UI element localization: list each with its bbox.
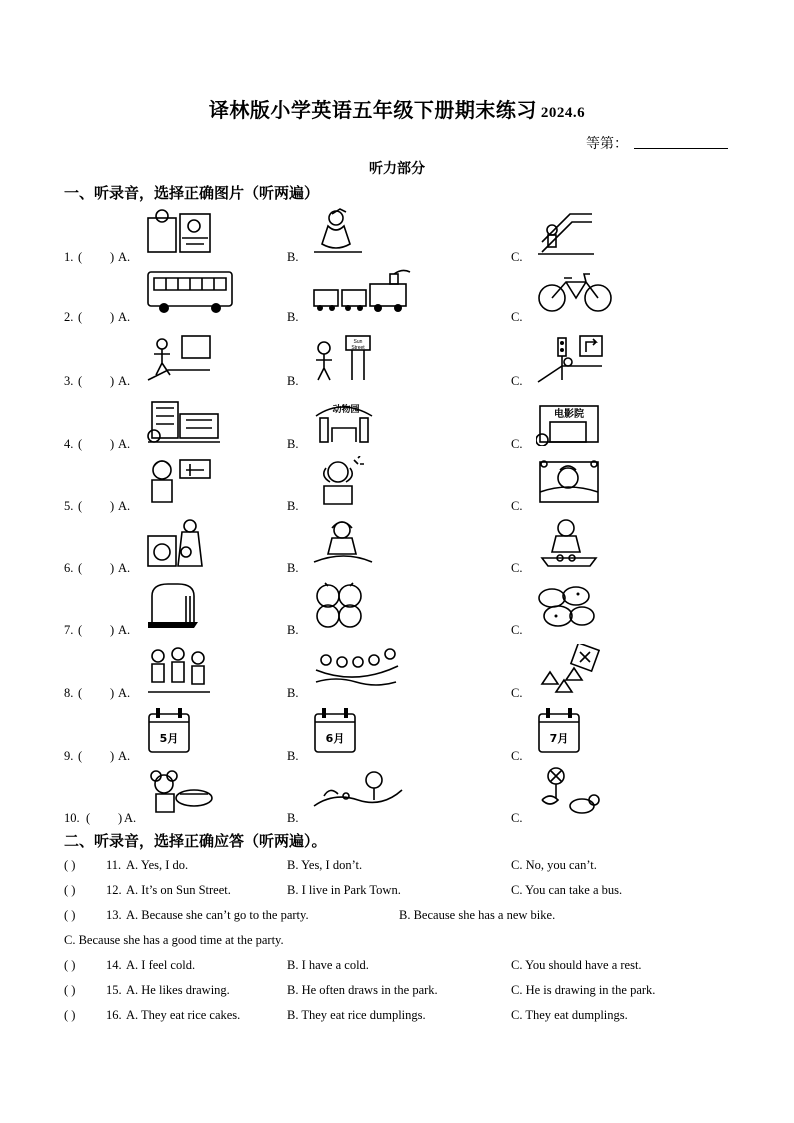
answer-paren-open[interactable]: ( (78, 561, 83, 575)
option-a-label: A. (118, 437, 131, 451)
question-number: 6. (64, 561, 74, 575)
option-c-label: C. (511, 310, 523, 324)
headache-boy-icon[interactable] (312, 456, 368, 506)
option-b-label: B. (287, 499, 299, 513)
answer-paren-open[interactable]: ( (78, 623, 83, 637)
option-b-label: B. (287, 623, 299, 637)
answer-paren-close[interactable]: ) (110, 499, 115, 513)
zoo-text: 动物园 (332, 405, 360, 415)
cinema-text: 电影院 (554, 409, 584, 420)
section1-title: 一、听录音，选择正确图片（听两遍） (64, 186, 320, 202)
cinema-building-icon[interactable] (536, 396, 602, 446)
question-number: 14. (106, 958, 122, 972)
answer-paren-close[interactable]: ) (110, 686, 115, 700)
part-title: 听力部分 (369, 162, 425, 177)
grade-input-line[interactable] (634, 148, 728, 149)
answer-paren-close[interactable]: ) (110, 623, 115, 637)
option-c[interactable]: C. Because she has a good time at the party. (64, 933, 284, 947)
option-a-label: A. (118, 623, 131, 637)
dragon-boat-icon[interactable] (312, 644, 402, 688)
question-number: 3. (64, 374, 74, 388)
sick-in-bed-icon[interactable] (536, 456, 602, 506)
answer-paren-close[interactable]: ) (110, 310, 115, 324)
calendar-july-icon[interactable] (536, 706, 582, 754)
question-number: 10. (64, 811, 80, 825)
option-a[interactable]: A. I feel cold. (126, 958, 196, 972)
answer-blank[interactable]: ( ) (64, 908, 76, 922)
option-b[interactable]: B. He often draws in the park. (287, 983, 438, 997)
train-icon[interactable] (312, 268, 412, 314)
question-number: 12. (106, 883, 122, 897)
answer-paren-open[interactable]: ( (78, 686, 83, 700)
answer-blank[interactable]: ( ) (64, 1008, 76, 1022)
option-c[interactable]: C. You should have a rest. (511, 958, 642, 972)
option-b-label: B. (287, 749, 299, 763)
option-a-label: A. (118, 374, 131, 388)
option-c-label: C. (511, 250, 523, 264)
answer-paren-open[interactable]: ( (78, 310, 83, 324)
park-scene-icon[interactable] (312, 766, 404, 812)
answer-paren-close[interactable]: ) (110, 749, 115, 763)
question-number: 1. (64, 250, 74, 264)
person-cooking-icon[interactable] (312, 208, 364, 256)
answer-paren-close[interactable]: ) (110, 374, 115, 388)
option-a-label: A. (118, 250, 131, 264)
answer-paren-open[interactable]: ( (86, 811, 91, 825)
option-c[interactable]: C. No, you can’t. (511, 858, 597, 872)
rice-dumplings-icon[interactable] (536, 644, 600, 696)
option-c-label: C. (511, 437, 523, 451)
option-c-label: C. (511, 749, 523, 763)
option-a[interactable]: A. Yes, I do. (126, 858, 189, 872)
option-c-label: C. (511, 561, 523, 575)
option-c[interactable]: C. You can take a bus. (511, 883, 623, 897)
sign-text-1: Sun (353, 339, 363, 345)
bus-icon[interactable] (146, 268, 234, 314)
option-a-label: A. (124, 811, 137, 825)
festival-crowd-icon[interactable] (146, 644, 212, 696)
question-number: 11. (106, 858, 122, 872)
question-number: 15. (106, 983, 122, 997)
answer-blank[interactable]: ( ) (64, 983, 76, 997)
walking-street-icon[interactable] (146, 334, 212, 382)
option-b-label: B. (287, 250, 299, 264)
question-number: 9. (64, 749, 74, 763)
people-cooking-icon[interactable] (146, 208, 212, 256)
girl-cooking-icon[interactable] (536, 518, 602, 568)
option-a[interactable]: A. Because she can’t go to the party. (126, 908, 309, 922)
option-a[interactable]: A. He likes drawing. (126, 983, 230, 997)
question-number: 16. (106, 1008, 122, 1022)
option-c-label: C. (511, 811, 523, 825)
page-title (0, 94, 794, 123)
zoo-gate-icon[interactable] (312, 396, 376, 446)
option-b-label: B. (287, 686, 299, 700)
bread-icon[interactable] (146, 582, 202, 630)
sick-boy-icon[interactable] (146, 456, 212, 506)
option-a-label: A. (118, 310, 131, 324)
answer-paren-close[interactable]: ) (110, 250, 115, 264)
answer-blank[interactable]: ( ) (64, 883, 76, 897)
answer-paren-open[interactable]: ( (78, 250, 83, 264)
option-c-label: C. (511, 623, 523, 637)
section2-title: 二、听录音，选择正确应答（听两遍）。 (64, 834, 327, 850)
calendar-june-label: 6月 (325, 732, 345, 745)
mall-escalator-icon[interactable] (536, 208, 596, 256)
street-sign-icon[interactable] (312, 334, 372, 382)
question-number: 4. (64, 437, 74, 451)
answer-paren-open[interactable]: ( (78, 374, 83, 388)
school-building-icon[interactable] (146, 396, 222, 444)
answer-paren-open[interactable]: ( (78, 749, 83, 763)
option-a-label: A. (118, 561, 131, 575)
answer-blank[interactable]: ( ) (64, 858, 76, 872)
option-b-label: B. (287, 310, 299, 324)
option-c-label: C. (511, 499, 523, 513)
answer-paren-close[interactable]: ) (118, 811, 123, 825)
answer-paren-close[interactable]: ) (110, 437, 115, 451)
option-b[interactable]: B. I live in Park Town. (287, 883, 401, 897)
answer-paren-close[interactable]: ) (110, 561, 115, 575)
question-number: 13. (106, 908, 122, 922)
question-number: 2. (64, 310, 74, 324)
potatoes-icon[interactable] (536, 582, 596, 630)
mouse-eating-icon[interactable] (146, 766, 216, 818)
option-c-label: C. (511, 374, 523, 388)
option-a-label: A. (118, 749, 131, 763)
question-number: 7. (64, 623, 74, 637)
option-a[interactable]: A. It’s on Sun Street. (126, 883, 231, 897)
answer-paren-open[interactable]: ( (78, 437, 83, 451)
calendar-may-icon[interactable] (146, 706, 192, 754)
traffic-light-icon[interactable] (536, 334, 606, 384)
calendar-july-label: 7月 (549, 732, 569, 745)
title-year: 2024.6 (540, 105, 586, 121)
option-b-label: B. (287, 437, 299, 451)
option-a-label: A. (118, 686, 131, 700)
option-b-label: B. (287, 811, 299, 825)
option-a-label: A. (118, 499, 131, 513)
sign-text-2: Street (351, 345, 365, 351)
washing-machine-icon[interactable] (146, 518, 208, 568)
option-c[interactable]: C. He is drawing in the park. (511, 983, 656, 997)
girl-table-icon[interactable] (312, 518, 374, 568)
option-b-label: B. (287, 561, 299, 575)
calendar-may-label: 5月 (159, 732, 179, 745)
option-c[interactable]: C. They eat dumplings. (511, 1008, 628, 1022)
option-b-label: B. (287, 374, 299, 388)
question-number: 8. (64, 686, 74, 700)
option-b[interactable]: B. Because she has a new bike. (399, 908, 556, 922)
oranges-icon[interactable] (312, 582, 368, 630)
question-number: 5. (64, 499, 74, 513)
title-text: 译林版小学英语五年级下册期末练习 (208, 100, 537, 122)
grade-label: 等第： (586, 137, 628, 152)
calendar-june-icon[interactable] (312, 706, 358, 754)
flower-dog-icon[interactable] (536, 766, 602, 818)
answer-paren-open[interactable]: ( (78, 499, 83, 513)
answer-blank[interactable]: ( ) (64, 958, 76, 972)
bicycle-icon[interactable] (536, 268, 614, 314)
option-b[interactable]: B. I have a cold. (287, 958, 369, 972)
option-c-label: C. (511, 686, 523, 700)
option-a[interactable]: A. They eat rice cakes. (126, 1008, 241, 1022)
option-b[interactable]: B. They eat rice dumplings. (287, 1008, 426, 1022)
option-b[interactable]: B. Yes, I don’t. (287, 858, 363, 872)
